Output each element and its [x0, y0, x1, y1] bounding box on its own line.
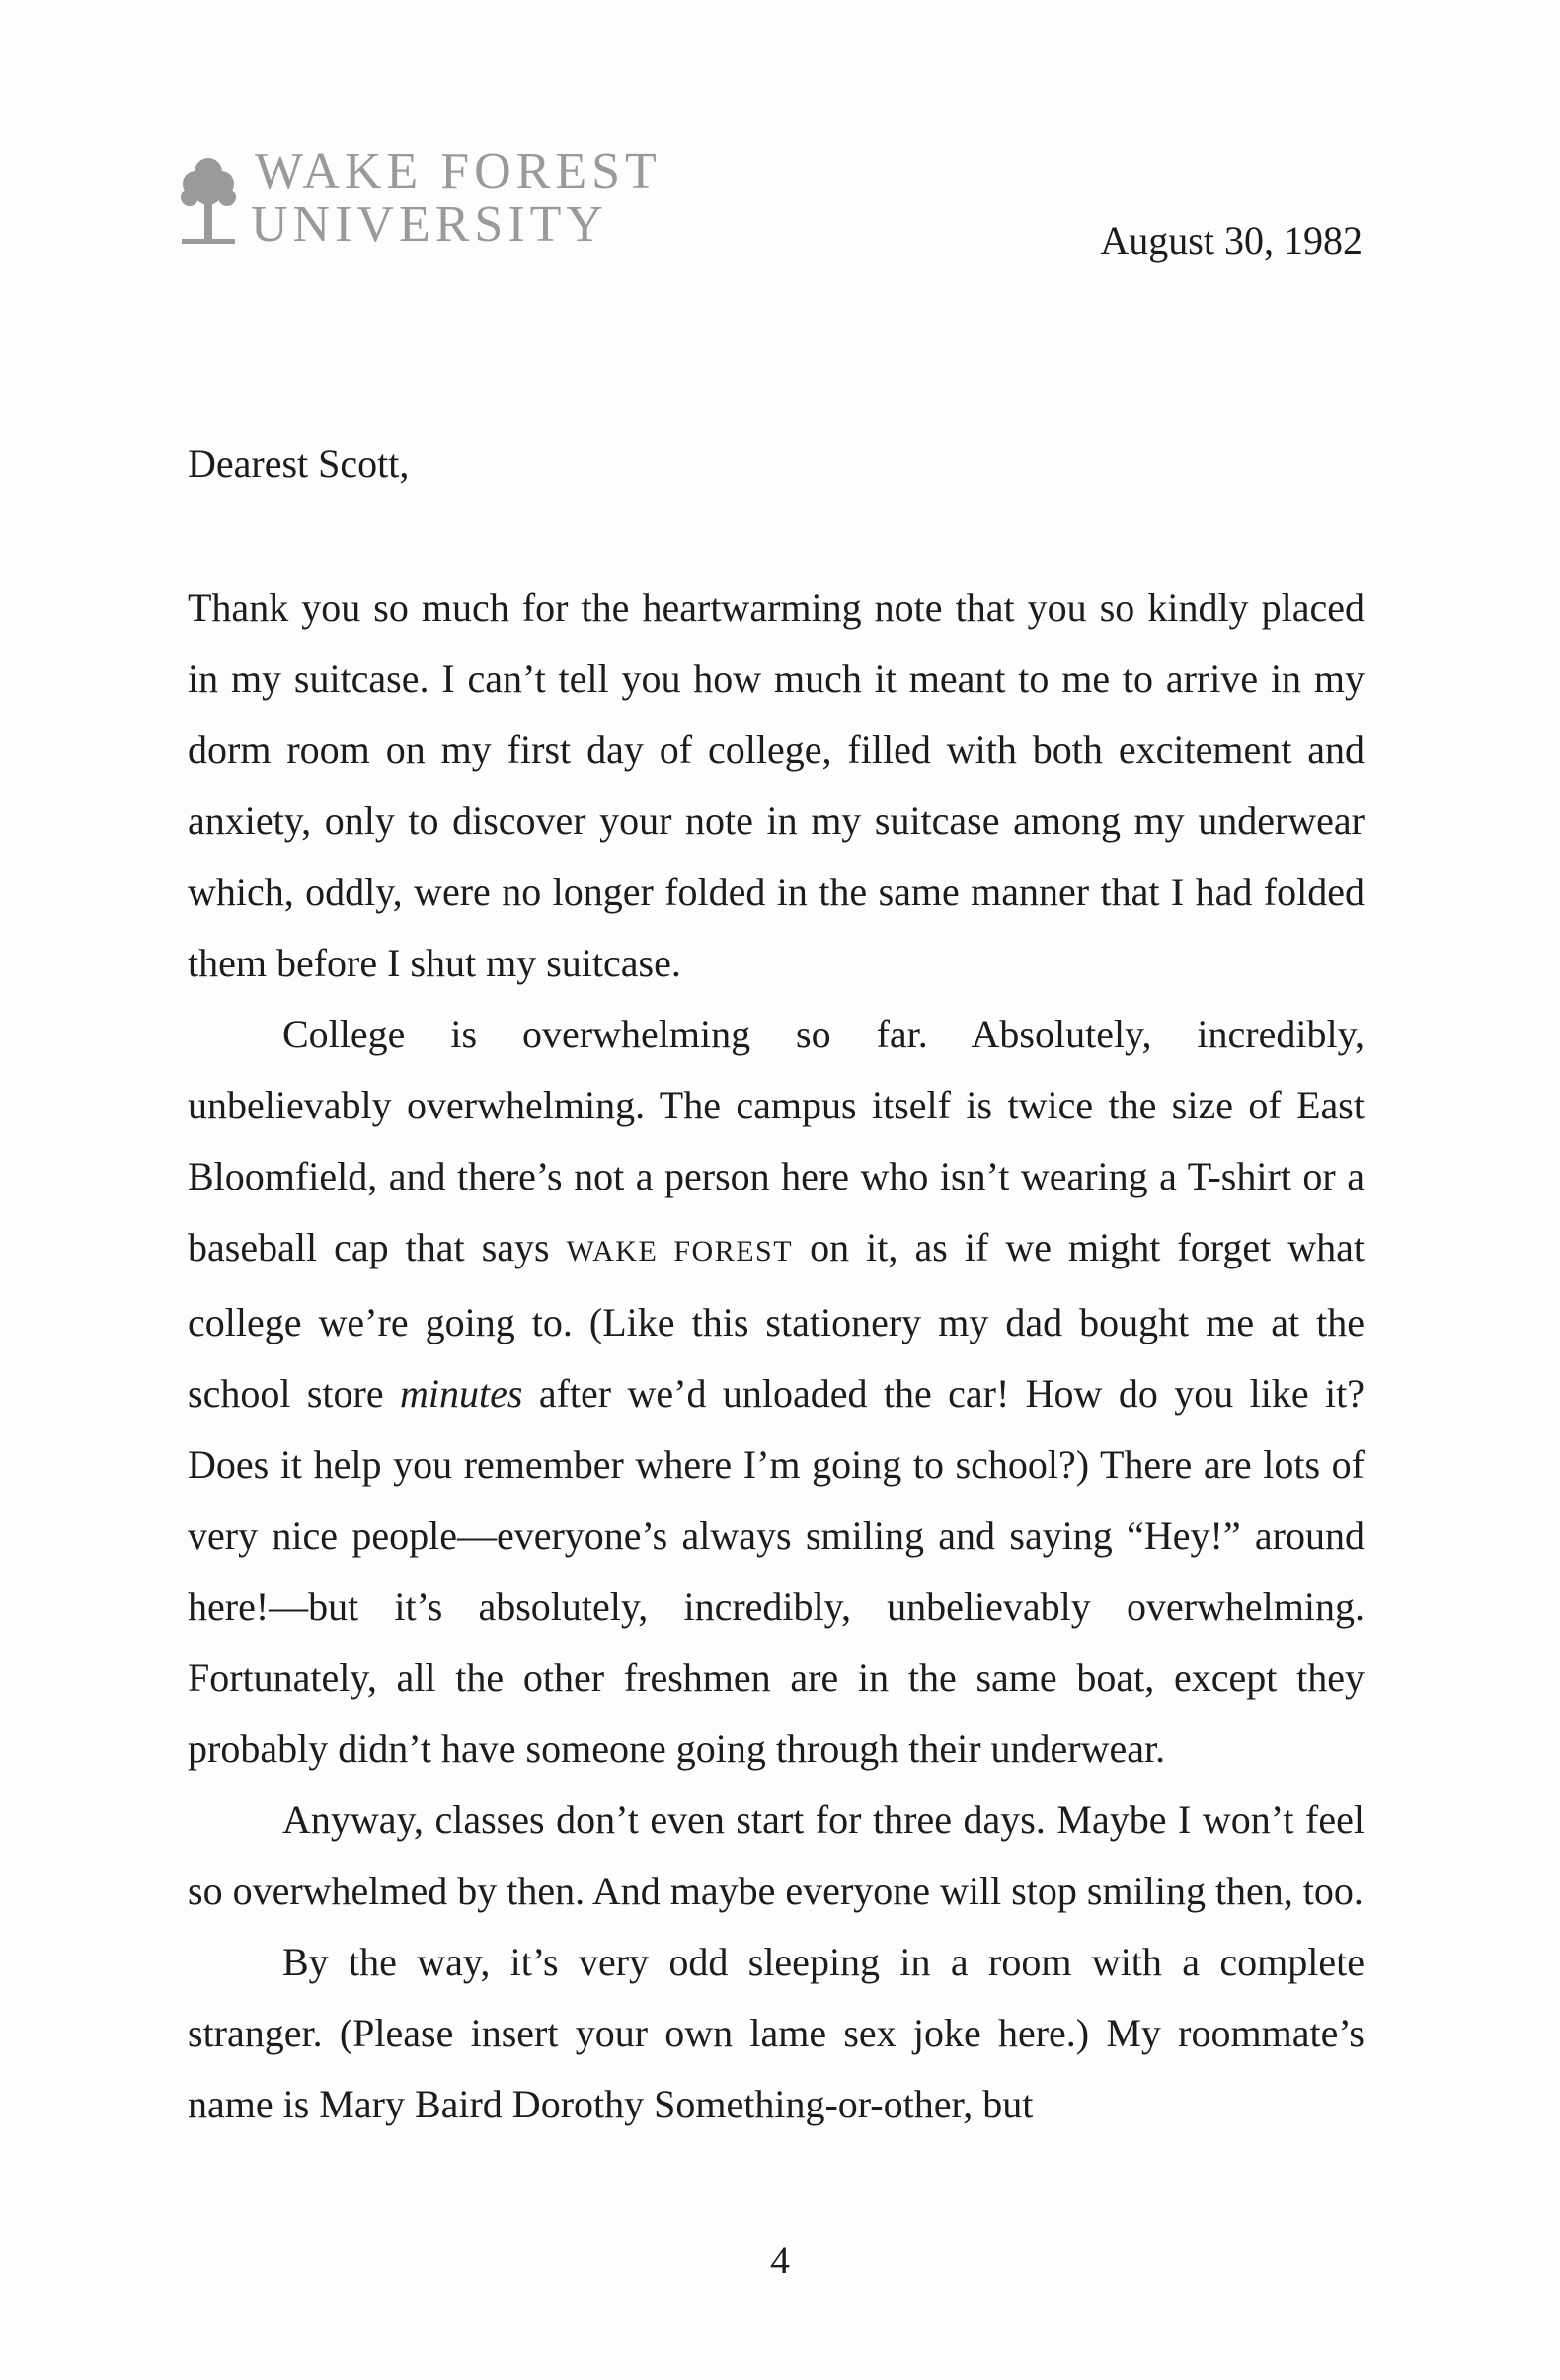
salutation: Dearest Scott,: [188, 441, 410, 486]
letter-date: August 30, 1982: [1100, 218, 1363, 263]
tree-icon: [174, 146, 243, 255]
letter-body: [188, 573, 1365, 2140]
page-number: 4: [770, 2238, 790, 2282]
letterhead-line-1: WAKE FOREST: [255, 143, 662, 199]
paragraph-2-part-2: on it, as if we might forget what college we’re going to. (Like this stationery my dad bought me at the school store: [188, 1225, 1365, 1416]
paragraph-2: [188, 999, 1365, 1785]
paragraph-2-part-3: after we’d unloaded the car! How do you like it? Does it help you remember where I’m going to school?) There are lots of very nice people—everyone’s always smiling and saying “Hey!” around here!—but it’s absolutely, incredibly, unbelievably overwhelming. Fortunately, all the other freshmen are in the same boat, except they probably didn’t have someone going through their underwear.: [188, 1371, 1365, 1771]
paragraph-2-part-1: College is overwhelming so far. Absolutely, incredibly, unbelievably overwhelming. The campus itself is twice the size of East Bloomfield, and there’s not a person here who isn’t wearing a T-shirt or a baseball cap that says: [188, 1012, 1365, 1269]
paragraph-4: By the way, it’s very odd sleeping in a room with a complete stranger. (Please insert your own lame sex joke here.) My roommate’s name is Mary Baird Dorothy Something-or-other, but: [188, 1940, 1365, 2126]
paragraph-3: Anyway, classes don’t even start for three days. Maybe I won’t feel so overwhelmed by then. And maybe everyone will stop smiling then, too.: [188, 1798, 1365, 1913]
italic-minutes: minutes: [399, 1371, 523, 1416]
letterhead-line-2: UNIVERSITY: [251, 196, 608, 253]
smallcaps-wake-forest: WAKE FOREST: [566, 1235, 794, 1267]
letterhead: [174, 138, 662, 276]
paragraph-1: Thank you so much for the heartwarming note that you so kindly placed in my suitcase. I can’t tell you how much it meant to me to arrive in my dorm room on my first day of college, filled with both excitement and anxiety, only to discover your note in my suitcase among my underwear which, oddly, were no longer folded in the same manner that I had folded them before I shut my suitcase.: [188, 585, 1365, 985]
